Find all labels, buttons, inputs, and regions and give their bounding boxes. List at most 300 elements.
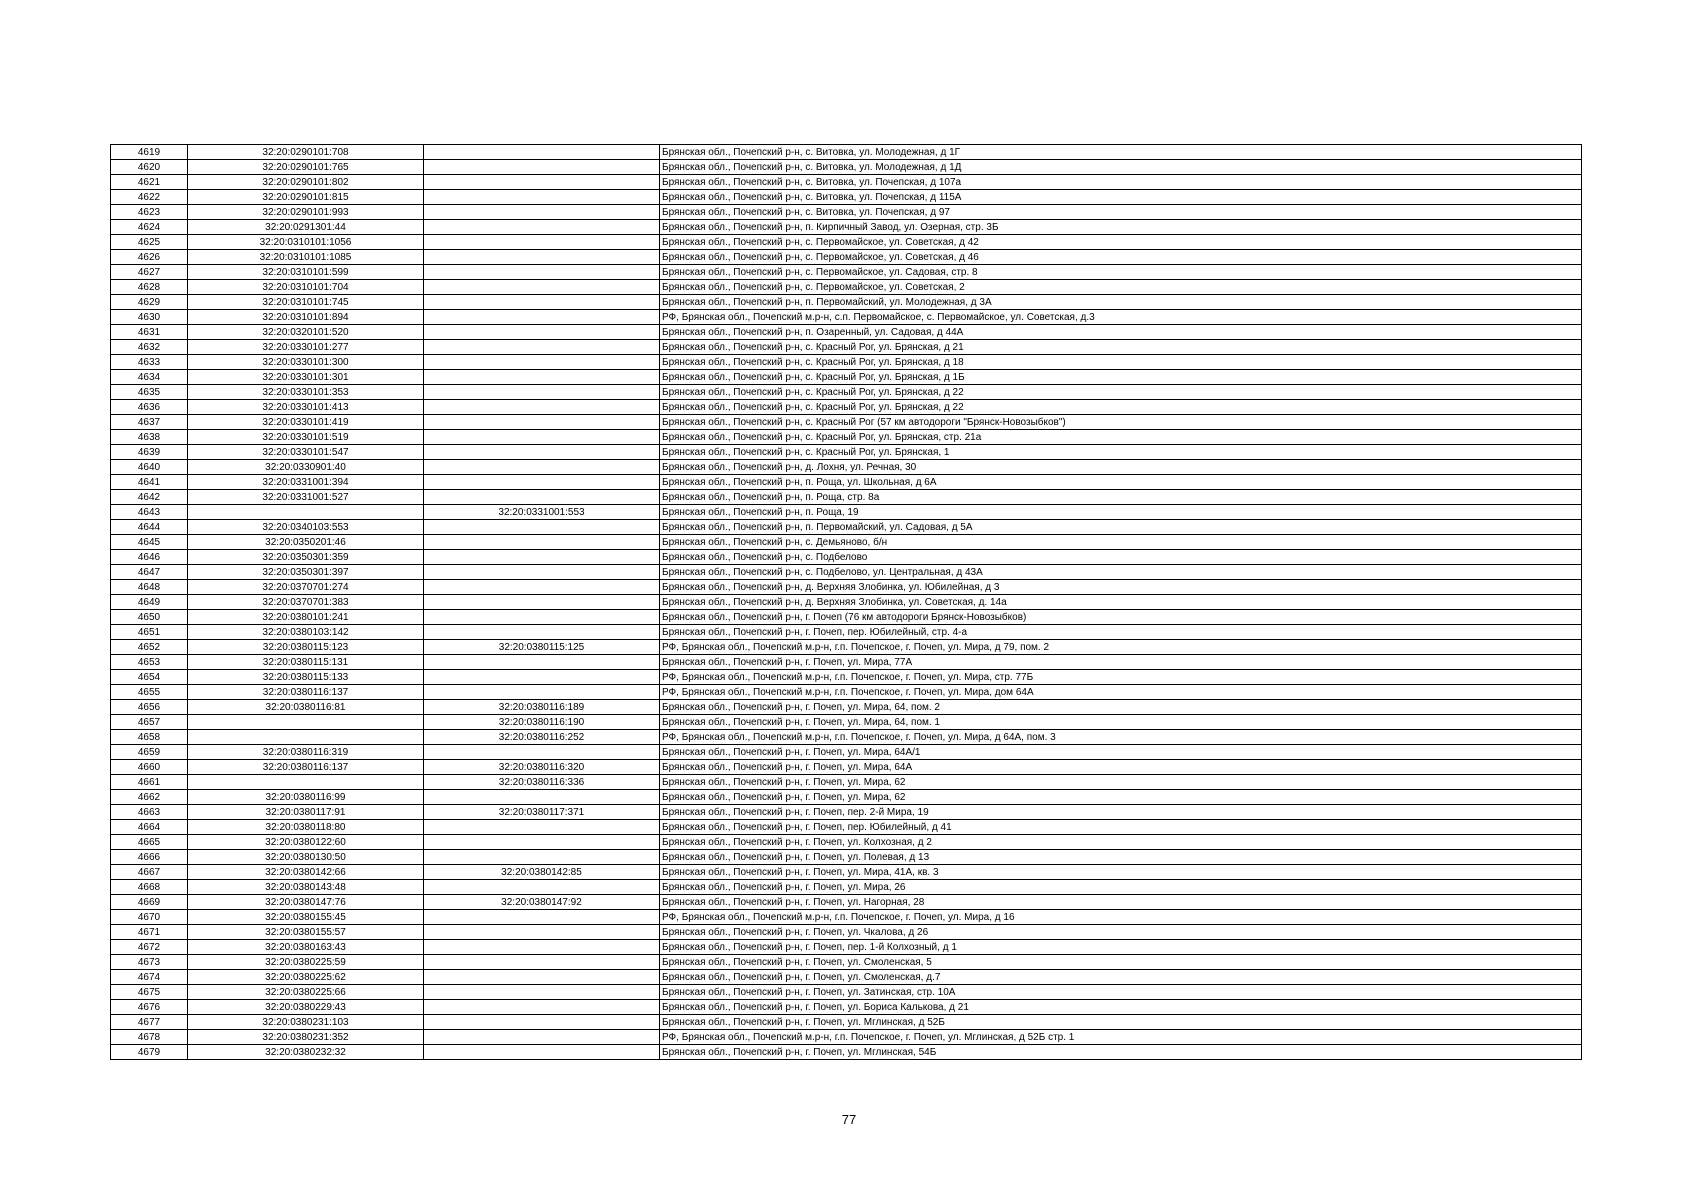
address-cell: Брянская обл., Почепский р-н, п. Роща, 19 <box>660 505 1582 520</box>
table-row <box>111 610 1582 625</box>
address-cell: РФ, Брянская обл., Почепский м.р-н, г.п. Почепское, г. Почеп, ул. Мира, стр. 77Б <box>660 670 1582 685</box>
row-number-cell: 4620 <box>111 160 188 175</box>
table-row <box>111 595 1582 610</box>
related-cadastral-number-cell: 32:20:0380116:320 <box>424 760 660 775</box>
table-row <box>111 355 1582 370</box>
cadastral-number-cell: 32:20:0320101:520 <box>188 325 424 340</box>
table-row <box>111 925 1582 940</box>
related-cadastral-number-cell <box>424 310 660 325</box>
cadastral-number-cell: 32:20:0380147:76 <box>188 895 424 910</box>
row-number-cell: 4651 <box>111 625 188 640</box>
related-cadastral-number-cell <box>424 475 660 490</box>
table-row <box>111 895 1582 910</box>
cadastral-number-cell: 32:20:0380231:103 <box>188 1015 424 1030</box>
table-row <box>111 625 1582 640</box>
address-cell: Брянская обл., Почепский р-н, п. Роща, ул. Школьная, д 6А <box>660 475 1582 490</box>
row-number-cell: 4653 <box>111 655 188 670</box>
cadastral-number-cell: 32:20:0380116:319 <box>188 745 424 760</box>
row-number-cell: 4674 <box>111 970 188 985</box>
table-row <box>111 835 1582 850</box>
related-cadastral-number-cell <box>424 595 660 610</box>
row-number-cell: 4656 <box>111 700 188 715</box>
address-cell: Брянская обл., Почепский р-н, г. Почеп, ул. Мира, 64А <box>660 760 1582 775</box>
address-cell: Брянская обл., Почепский р-н, г. Почеп, пер. Юбилейный, стр. 4-а <box>660 625 1582 640</box>
cadastral-number-cell: 32:20:0330901:40 <box>188 460 424 475</box>
cadastral-number-cell: 32:20:0340103:553 <box>188 520 424 535</box>
table-row <box>111 730 1582 745</box>
related-cadastral-number-cell <box>424 1015 660 1030</box>
row-number-cell: 4632 <box>111 340 188 355</box>
row-number-cell: 4644 <box>111 520 188 535</box>
cadastral-number-cell: 32:20:0370701:274 <box>188 580 424 595</box>
row-number-cell: 4654 <box>111 670 188 685</box>
related-cadastral-number-cell <box>424 220 660 235</box>
row-number-cell: 4659 <box>111 745 188 760</box>
related-cadastral-number-cell <box>424 160 660 175</box>
table-row <box>111 295 1582 310</box>
row-number-cell: 4619 <box>111 145 188 160</box>
address-cell: Брянская обл., Почепский р-н, г. Почеп, ул. Колхозная, д 2 <box>660 835 1582 850</box>
row-number-cell: 4622 <box>111 190 188 205</box>
table-row <box>111 250 1582 265</box>
cadastral-number-cell: 32:20:0380155:57 <box>188 925 424 940</box>
table-row <box>111 430 1582 445</box>
related-cadastral-number-cell <box>424 295 660 310</box>
address-cell: Брянская обл., Почепский р-н, г. Почеп, ул. Полевая, д 13 <box>660 850 1582 865</box>
cadastral-number-cell: 32:20:0380116:81 <box>188 700 424 715</box>
cadastral-number-cell: 32:20:0330101:413 <box>188 400 424 415</box>
row-number-cell: 4673 <box>111 955 188 970</box>
address-cell: Брянская обл., Почепский р-н, п. Первомайский, ул. Садовая, д 5А <box>660 520 1582 535</box>
table-row <box>111 775 1582 790</box>
row-number-cell: 4634 <box>111 370 188 385</box>
address-cell: РФ, Брянская обл., Почепский м.р-н, г.п. Почепское, г. Почеп, ул. Мира, д 16 <box>660 910 1582 925</box>
row-number-cell: 4621 <box>111 175 188 190</box>
table-row <box>111 490 1582 505</box>
cadastral-number-cell: 32:20:0290101:802 <box>188 175 424 190</box>
row-number-cell: 4645 <box>111 535 188 550</box>
address-cell: Брянская обл., Почепский р-н, п. Озаренный, ул. Садовая, д 44А <box>660 325 1582 340</box>
row-number-cell: 4628 <box>111 280 188 295</box>
row-number-cell: 4635 <box>111 385 188 400</box>
row-number-cell: 4646 <box>111 550 188 565</box>
table-row <box>111 685 1582 700</box>
address-cell: Брянская обл., Почепский р-н, с. Красный Рог (57 км автодороги "Брянск-Новозыбков") <box>660 415 1582 430</box>
related-cadastral-number-cell <box>424 145 660 160</box>
cadastral-number-cell: 32:20:0310101:704 <box>188 280 424 295</box>
row-number-cell: 4633 <box>111 355 188 370</box>
address-cell: Брянская обл., Почепский р-н, с. Красный Рог, ул. Брянская, стр. 21а <box>660 430 1582 445</box>
address-cell: Брянская обл., Почепский р-н, с. Витовка, ул. Почепская, д 97 <box>660 205 1582 220</box>
related-cadastral-number-cell <box>424 535 660 550</box>
related-cadastral-number-cell <box>424 370 660 385</box>
address-cell: Брянская обл., Почепский р-н, с. Красный Рог, ул. Брянская, 1 <box>660 445 1582 460</box>
table-row <box>111 550 1582 565</box>
table-row <box>111 955 1582 970</box>
address-cell: Брянская обл., Почепский р-н, г. Почеп (76 км автодороги Брянск-Новозыбков) <box>660 610 1582 625</box>
address-cell: Брянская обл., Почепский р-н, с. Красный Рог, ул. Брянская, д 21 <box>660 340 1582 355</box>
row-number-cell: 4662 <box>111 790 188 805</box>
related-cadastral-number-cell <box>424 175 660 190</box>
related-cadastral-number-cell <box>424 1000 660 1015</box>
cadastral-number-cell: 32:20:0330101:277 <box>188 340 424 355</box>
row-number-cell: 4676 <box>111 1000 188 1015</box>
row-number-cell: 4678 <box>111 1030 188 1045</box>
related-cadastral-number-cell <box>424 265 660 280</box>
related-cadastral-number-cell <box>424 445 660 460</box>
related-cadastral-number-cell <box>424 970 660 985</box>
cadastral-number-cell: 32:20:0310101:1056 <box>188 235 424 250</box>
related-cadastral-number-cell: 32:20:0380117:371 <box>424 805 660 820</box>
table-row <box>111 700 1582 715</box>
cadastral-number-cell: 32:20:0331001:527 <box>188 490 424 505</box>
related-cadastral-number-cell <box>424 460 660 475</box>
address-cell: Брянская обл., Почепский р-н, г. Почеп, ул. Смоленская, д.7 <box>660 970 1582 985</box>
address-cell: РФ, Брянская обл., Почепский м.р-н, г.п. Почепское, г. Почеп, ул. Мира, д 79, пом. 2 <box>660 640 1582 655</box>
cadastral-number-cell: 32:20:0310101:1085 <box>188 250 424 265</box>
related-cadastral-number-cell <box>424 685 660 700</box>
row-number-cell: 4665 <box>111 835 188 850</box>
table-row <box>111 415 1582 430</box>
related-cadastral-number-cell <box>424 550 660 565</box>
register-table <box>110 144 1582 1060</box>
row-number-cell: 4641 <box>111 475 188 490</box>
table-row <box>111 745 1582 760</box>
table-row <box>111 715 1582 730</box>
related-cadastral-number-cell <box>424 355 660 370</box>
cadastral-number-cell: 32:20:0290101:815 <box>188 190 424 205</box>
row-number-cell: 4623 <box>111 205 188 220</box>
related-cadastral-number-cell <box>424 385 660 400</box>
row-number-cell: 4624 <box>111 220 188 235</box>
related-cadastral-number-cell <box>424 325 660 340</box>
cadastral-number-cell: 32:20:0290101:708 <box>188 145 424 160</box>
cadastral-number-cell: 32:20:0380115:133 <box>188 670 424 685</box>
related-cadastral-number-cell <box>424 490 660 505</box>
row-number-cell: 4672 <box>111 940 188 955</box>
address-cell: Брянская обл., Почепский р-н, г. Почеп, ул. Мира, 26 <box>660 880 1582 895</box>
row-number-cell: 4679 <box>111 1045 188 1060</box>
related-cadastral-number-cell: 32:20:0380116:252 <box>424 730 660 745</box>
cadastral-number-cell: 32:20:0290101:765 <box>188 160 424 175</box>
row-number-cell: 4661 <box>111 775 188 790</box>
table-row <box>111 670 1582 685</box>
cadastral-number-cell: 32:20:0310101:599 <box>188 265 424 280</box>
table-row <box>111 190 1582 205</box>
address-cell: Брянская обл., Почепский р-н, с. Первомайское, ул. Советская, д 42 <box>660 235 1582 250</box>
address-cell: РФ, Брянская обл., Почепский м.р-н, г.п. Почепское, г. Почеп, ул. Мира, д 64А, пом. 3 <box>660 730 1582 745</box>
cadastral-number-cell: 32:20:0380163:43 <box>188 940 424 955</box>
table-row <box>111 310 1582 325</box>
related-cadastral-number-cell <box>424 190 660 205</box>
related-cadastral-number-cell <box>424 880 660 895</box>
address-cell: Брянская обл., Почепский р-н, г. Почеп, ул. Мглинская, д 52Б <box>660 1015 1582 1030</box>
row-number-cell: 4643 <box>111 505 188 520</box>
table-row <box>111 535 1582 550</box>
page-number: 77 <box>841 1112 857 1127</box>
row-number-cell: 4657 <box>111 715 188 730</box>
cadastral-number-cell: 32:20:0350301:359 <box>188 550 424 565</box>
related-cadastral-number-cell <box>424 1030 660 1045</box>
row-number-cell: 4626 <box>111 250 188 265</box>
related-cadastral-number-cell <box>424 910 660 925</box>
cadastral-number-cell: 32:20:0380130:50 <box>188 850 424 865</box>
cadastral-number-cell: 32:20:0380225:62 <box>188 970 424 985</box>
row-number-cell: 4640 <box>111 460 188 475</box>
table-row <box>111 160 1582 175</box>
table-row <box>111 880 1582 895</box>
table-row <box>111 580 1582 595</box>
related-cadastral-number-cell <box>424 205 660 220</box>
cadastral-number-cell: 32:20:0380116:99 <box>188 790 424 805</box>
row-number-cell: 4667 <box>111 865 188 880</box>
address-cell: Брянская обл., Почепский р-н, д. Верхняя Злобинка, ул. Юбилейная, д 3 <box>660 580 1582 595</box>
related-cadastral-number-cell <box>424 580 660 595</box>
address-cell: Брянская обл., Почепский р-н, г. Почеп, ул. Чкалова, д 26 <box>660 925 1582 940</box>
table-row <box>111 640 1582 655</box>
row-number-cell: 4647 <box>111 565 188 580</box>
cadastral-number-cell: 32:20:0380115:123 <box>188 640 424 655</box>
table-row <box>111 385 1582 400</box>
row-number-cell: 4663 <box>111 805 188 820</box>
cadastral-number-cell: 32:20:0290101:993 <box>188 205 424 220</box>
related-cadastral-number-cell: 32:20:0380116:190 <box>424 715 660 730</box>
address-cell: Брянская обл., Почепский р-н, г. Почеп, ул. Мира, 41А, кв. 3 <box>660 865 1582 880</box>
related-cadastral-number-cell <box>424 850 660 865</box>
related-cadastral-number-cell <box>424 1045 660 1060</box>
cadastral-number-cell: 32:20:0380122:60 <box>188 835 424 850</box>
related-cadastral-number-cell <box>424 625 660 640</box>
row-number-cell: 4655 <box>111 685 188 700</box>
related-cadastral-number-cell <box>424 235 660 250</box>
row-number-cell: 4629 <box>111 295 188 310</box>
cadastral-number-cell: 32:20:0380225:66 <box>188 985 424 1000</box>
cadastral-number-cell: 32:20:0330101:301 <box>188 370 424 385</box>
address-cell: Брянская обл., Почепский р-н, г. Почеп, ул. Мглинская, 54Б <box>660 1045 1582 1060</box>
row-number-cell: 4669 <box>111 895 188 910</box>
row-number-cell: 4630 <box>111 310 188 325</box>
related-cadastral-number-cell: 32:20:0331001:553 <box>424 505 660 520</box>
cadastral-number-cell: 32:20:0310101:745 <box>188 295 424 310</box>
table-row <box>111 475 1582 490</box>
table-row <box>111 175 1582 190</box>
address-cell: Брянская обл., Почепский р-н, г. Почеп, ул. Мира, 62 <box>660 775 1582 790</box>
cadastral-number-cell: 32:20:0330101:519 <box>188 430 424 445</box>
table-row <box>111 1015 1582 1030</box>
address-cell: Брянская обл., Почепский р-н, д. Верхняя Злобинка, ул. Советская, д. 14а <box>660 595 1582 610</box>
address-cell: Брянская обл., Почепский р-н, г. Почеп, ул. Мира, 62 <box>660 790 1582 805</box>
related-cadastral-number-cell <box>424 250 660 265</box>
cadastral-number-cell: 32:20:0380231:352 <box>188 1030 424 1045</box>
related-cadastral-number-cell <box>424 820 660 835</box>
table-row <box>111 970 1582 985</box>
row-number-cell: 4670 <box>111 910 188 925</box>
table-row <box>111 235 1582 250</box>
row-number-cell: 4671 <box>111 925 188 940</box>
address-cell: Брянская обл., Почепский р-н, с. Первомайское, ул. Советская, д 46 <box>660 250 1582 265</box>
cadastral-number-cell: 32:20:0380155:45 <box>188 910 424 925</box>
related-cadastral-number-cell <box>424 955 660 970</box>
cadastral-number-cell: 32:20:0330101:419 <box>188 415 424 430</box>
table-row <box>111 370 1582 385</box>
related-cadastral-number-cell <box>424 520 660 535</box>
table-row <box>111 1030 1582 1045</box>
address-cell: Брянская обл., Почепский р-н, п. Первомайский, ул. Молодежная, д 3А <box>660 295 1582 310</box>
related-cadastral-number-cell <box>424 610 660 625</box>
cadastral-number-cell: 32:20:0380115:131 <box>188 655 424 670</box>
table-row <box>111 850 1582 865</box>
cadastral-number-cell: 32:20:0380101:241 <box>188 610 424 625</box>
related-cadastral-number-cell <box>424 790 660 805</box>
row-number-cell: 4636 <box>111 400 188 415</box>
row-number-cell: 4625 <box>111 235 188 250</box>
table-row <box>111 265 1582 280</box>
address-cell: Брянская обл., Почепский р-н, г. Почеп, ул. Нагорная, 28 <box>660 895 1582 910</box>
cadastral-number-cell: 32:20:0380103:142 <box>188 625 424 640</box>
row-number-cell: 4664 <box>111 820 188 835</box>
cadastral-number-cell: 32:20:0380117:91 <box>188 805 424 820</box>
table-row <box>111 790 1582 805</box>
row-number-cell: 4658 <box>111 730 188 745</box>
cadastral-number-cell <box>188 730 424 745</box>
address-cell: Брянская обл., Почепский р-н, г. Почеп, ул. Мира, 64, пом. 1 <box>660 715 1582 730</box>
row-number-cell: 4631 <box>111 325 188 340</box>
address-cell: Брянская обл., Почепский р-н, с. Красный Рог, ул. Брянская, д 22 <box>660 400 1582 415</box>
row-number-cell: 4642 <box>111 490 188 505</box>
cadastral-number-cell: 32:20:0291301:44 <box>188 220 424 235</box>
table-row <box>111 940 1582 955</box>
cadastral-number-cell: 32:20:0380116:137 <box>188 685 424 700</box>
related-cadastral-number-cell <box>424 415 660 430</box>
table-row <box>111 325 1582 340</box>
address-cell: Брянская обл., Почепский р-н, с. Витовка, ул. Молодежная, д 1Г <box>660 145 1582 160</box>
cadastral-number-cell: 32:20:0380232:32 <box>188 1045 424 1060</box>
table-row <box>111 655 1582 670</box>
address-cell: Брянская обл., Почепский р-н, д. Лохня, ул. Речная, 30 <box>660 460 1582 475</box>
row-number-cell: 4668 <box>111 880 188 895</box>
related-cadastral-number-cell <box>424 940 660 955</box>
row-number-cell: 4627 <box>111 265 188 280</box>
address-cell: РФ, Брянская обл., Почепский м.р-н, г.п. Почепское, г. Почеп, ул. Мглинская, д 52Б стр. 1 <box>660 1030 1582 1045</box>
row-number-cell: 4675 <box>111 985 188 1000</box>
cadastral-number-cell: 32:20:0330101:300 <box>188 355 424 370</box>
address-cell: Брянская обл., Почепский р-н, п. Роща, стр. 8а <box>660 490 1582 505</box>
cadastral-number-cell <box>188 775 424 790</box>
cadastral-number-cell: 32:20:0380118:80 <box>188 820 424 835</box>
row-number-cell: 4650 <box>111 610 188 625</box>
related-cadastral-number-cell <box>424 430 660 445</box>
row-number-cell: 4649 <box>111 595 188 610</box>
cadastral-number-cell <box>188 715 424 730</box>
address-cell: Брянская обл., Почепский р-н, с. Витовка, ул. Почепская, д 107а <box>660 175 1582 190</box>
table-row <box>111 910 1582 925</box>
address-cell: Брянская обл., Почепский р-н, с. Подбелово <box>660 550 1582 565</box>
cadastral-number-cell: 32:20:0350201:46 <box>188 535 424 550</box>
register-table-body <box>111 145 1582 1060</box>
address-cell: Брянская обл., Почепский р-н, с. Красный Рог, ул. Брянская, д 22 <box>660 385 1582 400</box>
row-number-cell: 4660 <box>111 760 188 775</box>
related-cadastral-number-cell <box>424 835 660 850</box>
address-cell: Брянская обл., Почепский р-н, с. Первомайское, ул. Советская, 2 <box>660 280 1582 295</box>
cadastral-number-cell: 32:20:0331001:394 <box>188 475 424 490</box>
address-cell: Брянская обл., Почепский р-н, г. Почеп, ул. Бориса Калькова, д 21 <box>660 1000 1582 1015</box>
row-number-cell: 4648 <box>111 580 188 595</box>
table-row <box>111 340 1582 355</box>
address-cell: Брянская обл., Почепский р-н, с. Подбелово, ул. Центральная, д 43А <box>660 565 1582 580</box>
table-row <box>111 565 1582 580</box>
cadastral-number-cell: 32:20:0380142:66 <box>188 865 424 880</box>
cadastral-number-cell: 32:20:0380229:43 <box>188 1000 424 1015</box>
table-row <box>111 1000 1582 1015</box>
row-number-cell: 4639 <box>111 445 188 460</box>
table-row <box>111 220 1582 235</box>
table-row <box>111 865 1582 880</box>
related-cadastral-number-cell <box>424 655 660 670</box>
related-cadastral-number-cell <box>424 670 660 685</box>
cadastral-number-cell: 32:20:0330101:353 <box>188 385 424 400</box>
table-row <box>111 1045 1582 1060</box>
related-cadastral-number-cell <box>424 985 660 1000</box>
address-cell: РФ, Брянская обл., Почепский м.р-н, с.п. Первомайское, с. Первомайское, ул. Советская, д.3 <box>660 310 1582 325</box>
address-cell: Брянская обл., Почепский р-н, г. Почеп, пер. 2-й Мира, 19 <box>660 805 1582 820</box>
address-cell: Брянская обл., Почепский р-н, г. Почеп, ул. Смоленская, 5 <box>660 955 1582 970</box>
table-row <box>111 820 1582 835</box>
table-row <box>111 805 1582 820</box>
row-number-cell: 4677 <box>111 1015 188 1030</box>
address-cell: РФ, Брянская обл., Почепский м.р-н, г.п. Почепское, г. Почеп, ул. Мира, дом 64А <box>660 685 1582 700</box>
row-number-cell: 4666 <box>111 850 188 865</box>
address-cell: Брянская обл., Почепский р-н, с. Витовка, ул. Молодежная, д 1Д <box>660 160 1582 175</box>
address-cell: Брянская обл., Почепский р-н, п. Кирпичный Завод, ул. Озерная, стр. 3Б <box>660 220 1582 235</box>
address-cell: Брянская обл., Почепский р-н, с. Красный Рог, ул. Брянская, д 1Б <box>660 370 1582 385</box>
table-row <box>111 400 1582 415</box>
address-cell: Брянская обл., Почепский р-н, г. Почеп, ул. Мира, 64А/1 <box>660 745 1582 760</box>
related-cadastral-number-cell: 32:20:0380142:85 <box>424 865 660 880</box>
cadastral-number-cell: 32:20:0380143:48 <box>188 880 424 895</box>
related-cadastral-number-cell <box>424 565 660 580</box>
address-cell: Брянская обл., Почепский р-н, г. Почеп, пер. 1-й Колхозный, д 1 <box>660 940 1582 955</box>
related-cadastral-number-cell: 32:20:0380116:189 <box>424 700 660 715</box>
row-number-cell: 4637 <box>111 415 188 430</box>
address-cell: Брянская обл., Почепский р-н, с. Первомайское, ул. Садовая, стр. 8 <box>660 265 1582 280</box>
related-cadastral-number-cell: 32:20:0380147:92 <box>424 895 660 910</box>
cadastral-number-cell: 32:20:0380116:137 <box>188 760 424 775</box>
related-cadastral-number-cell: 32:20:0380116:336 <box>424 775 660 790</box>
row-number-cell: 4638 <box>111 430 188 445</box>
table-row <box>111 985 1582 1000</box>
row-number-cell: 4652 <box>111 640 188 655</box>
cadastral-number-cell: 32:20:0380225:59 <box>188 955 424 970</box>
related-cadastral-number-cell <box>424 340 660 355</box>
table-row <box>111 145 1582 160</box>
address-cell: Брянская обл., Почепский р-н, с. Красный Рог, ул. Брянская, д 18 <box>660 355 1582 370</box>
related-cadastral-number-cell: 32:20:0380115:125 <box>424 640 660 655</box>
table-row <box>111 445 1582 460</box>
address-cell: Брянская обл., Почепский р-н, с. Демьяново, б/н <box>660 535 1582 550</box>
cadastral-number-cell: 32:20:0310101:894 <box>188 310 424 325</box>
address-cell: Брянская обл., Почепский р-н, г. Почеп, ул. Мира, 77А <box>660 655 1582 670</box>
table-row <box>111 760 1582 775</box>
address-cell: Брянская обл., Почепский р-н, с. Витовка, ул. Почепская, д 115А <box>660 190 1582 205</box>
table-row <box>111 460 1582 475</box>
address-cell: Брянская обл., Почепский р-н, г. Почеп, ул. Мира, 64, пом. 2 <box>660 700 1582 715</box>
cadastral-number-cell: 32:20:0370701:383 <box>188 595 424 610</box>
table-row <box>111 520 1582 535</box>
address-cell: Брянская обл., Почепский р-н, г. Почеп, ул. Затинская, стр. 10А <box>660 985 1582 1000</box>
related-cadastral-number-cell <box>424 925 660 940</box>
address-cell: Брянская обл., Почепский р-н, г. Почеп, пер. Юбилейный, д 41 <box>660 820 1582 835</box>
table-row <box>111 505 1582 520</box>
